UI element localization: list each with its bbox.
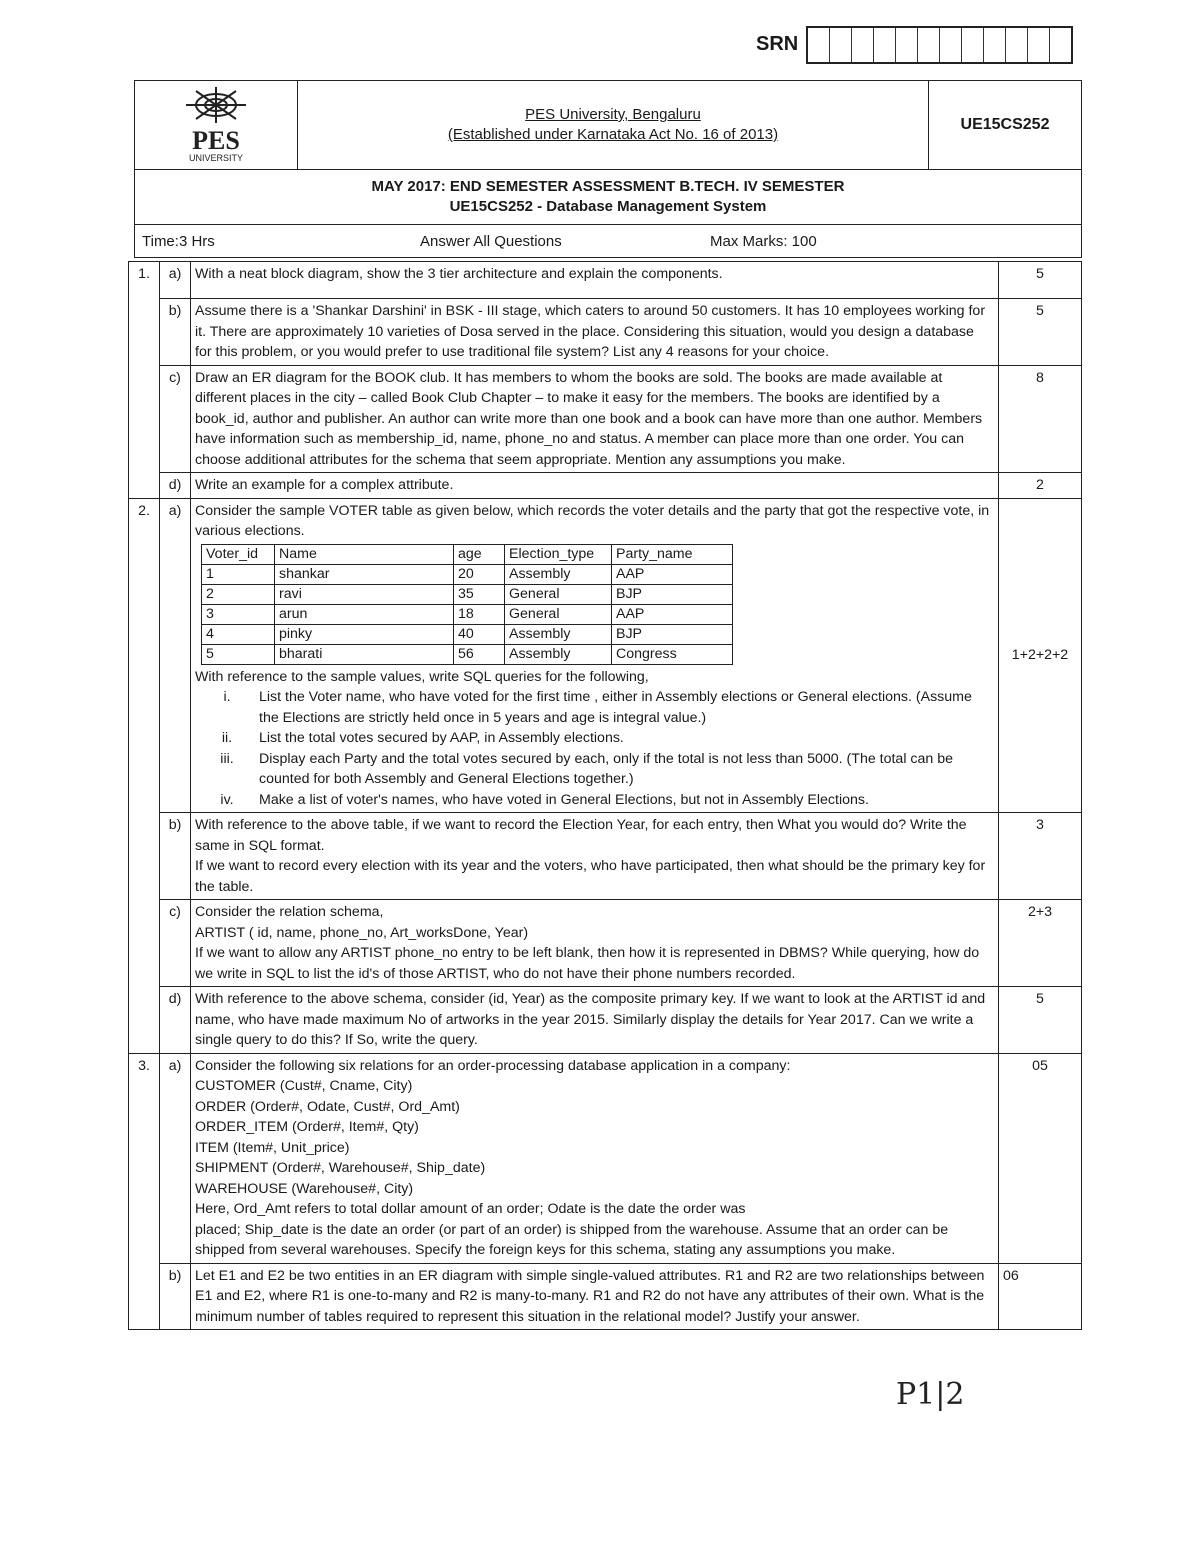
course-code: UE15CS252	[929, 81, 1082, 170]
marks: 5	[999, 987, 1082, 1054]
srn-box	[918, 28, 940, 62]
question-text	[191, 498, 999, 813]
university-info	[298, 81, 929, 170]
cell: Congress	[612, 644, 733, 664]
srn-box	[852, 28, 874, 62]
max-marks: Max Marks: 100	[710, 232, 817, 250]
cell: 40	[454, 624, 505, 644]
question-text-line: Consider the relation schema,	[195, 904, 384, 920]
exam-time: Time:3 Hrs	[142, 232, 215, 250]
question-text-line: ARTIST ( id, name, phone_no, Art_worksDone, Year)	[195, 924, 529, 941]
sub-question-number: iv.	[220, 791, 234, 808]
part-label: d)	[160, 987, 191, 1054]
marks: 3	[999, 813, 1082, 900]
srn-box	[940, 28, 962, 62]
part-label: c)	[160, 365, 191, 473]
logo-text: PES	[192, 125, 240, 155]
cell: bharati	[275, 644, 454, 664]
question-row	[129, 365, 1082, 473]
cell: 1	[202, 564, 275, 584]
question-row	[129, 987, 1082, 1054]
cell: pinky	[275, 624, 454, 644]
cell: General	[505, 604, 612, 624]
question-number: 3.	[129, 1053, 160, 1330]
questions-table	[128, 261, 1082, 1330]
voter-table-header	[202, 544, 733, 564]
srn-box	[1050, 28, 1071, 62]
srn-box	[1028, 28, 1050, 62]
university-name: PES University, Bengaluru	[525, 106, 701, 123]
cell: shankar	[275, 564, 454, 584]
sub-question-number: iii.	[220, 750, 234, 767]
part-label: a)	[160, 1053, 191, 1263]
question-text: Draw an ER diagram for the BOOK club. It has members to whom the books are sold. The books are made available at different places in the city – called Book Club Chapter – to make it easy for the members. The books are identified by a book_id, author and publisher. An author can write more than one book and a book can have more than one author. Members have information such as membership_id, name, phone_no and status. A member can place more than one order. You can choose additional attributes for the schema that seem appropriate. Mention any assumptions you make.	[191, 365, 999, 473]
question-text: Let E1 and E2 be two entities in an ER diagram with simple single-valued attributes. R1 and R2 are two relationships between E1 and E2, where R1 is one-to-many and R2 is many-to-many. R1 and R2 do not have any attributes of their own. What is the minimum number of tables required to represent this situation in the relational model? Justify your answer.	[191, 1263, 999, 1330]
cell: BJP	[612, 584, 733, 604]
srn-box	[896, 28, 918, 62]
question-text-line: If we want to record every election with its year and the voters, who have participated, then what should be the primary key for the table.	[195, 858, 986, 895]
question-row	[129, 900, 1082, 987]
question-text: Assume there is a 'Shankar Darshini' in BSK - III stage, which caters to around 50 customers. It has 10 employees working for it. There are approximately 10 varieties of Dosa served in the place. Considering this situation, would you design a database for this problem, or you would prefer to use traditional file system? List any 4 reasons for your choice.	[191, 299, 999, 366]
question-number: 2.	[129, 498, 160, 1053]
sub-question-text: Display each Party and the total votes secured by each, only if the total is not less than 5000. (The total can be counted for both Assembly and General Elections together.)	[259, 750, 954, 787]
question-row	[129, 1263, 1082, 1330]
cell: 56	[454, 644, 505, 664]
logo-subtext: UNIVERSITY	[188, 152, 244, 163]
question-row	[129, 813, 1082, 900]
part-label: d)	[160, 473, 191, 499]
relation-schema: ORDER_ITEM (Order#, Item#, Qty)	[195, 1119, 419, 1135]
srn-boxes	[806, 26, 1073, 64]
marks: 2+3	[999, 900, 1082, 987]
exam-meta	[135, 225, 1082, 258]
question-text-line: Here, Ord_Amt refers to total dollar amount of an order; Odate is the date the order was	[195, 1201, 746, 1217]
marks: 05	[999, 1053, 1082, 1263]
srn-box	[962, 28, 984, 62]
question-row	[129, 1053, 1082, 1263]
question-text: With reference to the above schema, consider (id, Year) as the composite primary key. If we want to look at the ARTIST id and name, who have made maximum No of artworks in the year 2015. Similarly display the details for Year 2017. Can we write a single query to do this? If So, write the query.	[191, 987, 999, 1054]
cell: AAP	[612, 604, 733, 624]
marks: 5	[999, 262, 1082, 299]
sub-question-text: List the Voter name, who have voted for the first time , either in Assembly elections or General elections. (Assume the Elections are strictly held once in 5 years and age is integral value.)	[259, 689, 972, 726]
part-label: b)	[160, 299, 191, 366]
header-cell: Party_name	[612, 544, 733, 564]
question-number: 1.	[129, 262, 160, 499]
established-note: (Established under Karnataka Act No. 16 of 2013)	[447, 126, 779, 143]
srn-box	[984, 28, 1006, 62]
question-text	[191, 900, 999, 987]
marks: 1+2+2+2	[999, 498, 1082, 813]
cell: 18	[454, 604, 505, 624]
cell: 35	[454, 584, 505, 604]
marks: 2	[999, 473, 1082, 499]
question-text-line: With reference to the above table, if we want to record the Election Year, for each entry, then What you would do? Write the same in SQL format.	[195, 817, 967, 854]
part-label: b)	[160, 1263, 191, 1330]
voter-table-row	[202, 564, 733, 584]
question-text	[191, 813, 999, 900]
sub-question	[195, 728, 994, 749]
sub-question-text: Make a list of voter's names, who have voted in General Elections, but not in Assembly Elections.	[259, 791, 869, 808]
cell: 4	[202, 624, 275, 644]
cell: 3	[202, 604, 275, 624]
srn-box	[830, 28, 852, 62]
relation-schema: SHIPMENT (Order#, Warehouse#, Ship_date)	[195, 1160, 486, 1176]
relation-schema: ORDER (Order#, Odate, Cust#, Ord_Amt)	[195, 1098, 460, 1115]
header-cell: Name	[275, 544, 454, 564]
voter-table-row	[202, 584, 733, 604]
exam-title: MAY 2017: END SEMESTER ASSESSMENT B.TECH. IV SEMESTER	[371, 178, 845, 195]
sub-question	[195, 687, 994, 728]
relation-schema: CUSTOMER (Cust#, Cname, City)	[195, 1078, 413, 1094]
pes-logo-icon	[166, 83, 266, 163]
cell: General	[505, 584, 612, 604]
exam-title-block	[135, 170, 1082, 225]
question-intro: Consider the sample VOTER table as given below, which records the voter details and the party that got the respective vote, in various elections.	[195, 502, 990, 539]
question-text: With a neat block diagram, show the 3 tier architecture and explain the components.	[191, 262, 999, 299]
header-cell: Election_type	[505, 544, 612, 564]
srn-box	[1006, 28, 1028, 62]
header-cell: Voter_id	[202, 544, 275, 564]
part-label: b)	[160, 813, 191, 900]
srn-label: SRN	[756, 33, 799, 55]
question-text-line: Consider the following six relations for an order-processing database application in a company:	[195, 1057, 791, 1074]
part-label: a)	[160, 262, 191, 299]
part-label: c)	[160, 900, 191, 987]
cell: 5	[202, 644, 275, 664]
question-text: Write an example for a complex attribute.	[191, 473, 999, 499]
cell: ravi	[275, 584, 454, 604]
sub-question-number: ii.	[221, 730, 233, 746]
cell: Assembly	[505, 624, 612, 644]
sub-question	[195, 790, 994, 811]
cell: Assembly	[505, 564, 612, 584]
part-label: a)	[160, 498, 191, 813]
question-row	[129, 498, 1082, 813]
relation-schema: WAREHOUSE (Warehouse#, City)	[195, 1180, 414, 1197]
question-row	[129, 262, 1082, 299]
question-text-line: placed; Ship_date is the date an order (or part of an order) is shipped from the warehouse. Assume that an order can be shipped from several warehouses. Specify the foreign keys for this schema, stating any assumptions you make.	[195, 1221, 949, 1258]
question-row	[129, 299, 1082, 366]
voter-table-row	[202, 644, 733, 664]
exam-instruction: Answer All Questions	[420, 232, 562, 250]
cell: 2	[202, 584, 275, 604]
relation-schema: ITEM (Item#, Unit_price)	[195, 1139, 350, 1156]
cell: AAP	[612, 564, 733, 584]
university-logo	[135, 81, 298, 170]
question-text-line: If we want to allow any ARTIST phone_no entry to be left blank, then how it is represented in DBMS? While querying, how do we write in SQL to list the id's of those ARTIST, who do not have their phone numbers recorded.	[195, 945, 980, 982]
marks: 06	[999, 1263, 1082, 1330]
voter-table-row	[202, 604, 733, 624]
cell: 20	[454, 564, 505, 584]
question-row	[129, 473, 1082, 499]
question-lead: With reference to the sample values, write SQL queries for the following,	[195, 668, 649, 685]
marks: 5	[999, 299, 1082, 366]
page-number: P1|2	[896, 1377, 965, 1412]
voter-table	[201, 544, 733, 665]
marks: 8	[999, 365, 1082, 473]
exam-header	[134, 80, 1082, 258]
sub-question	[195, 749, 994, 790]
cell: Assembly	[505, 644, 612, 664]
srn-box	[874, 28, 896, 62]
voter-table-row	[202, 624, 733, 644]
cell: arun	[275, 604, 454, 624]
cell: BJP	[612, 624, 733, 644]
sub-question-number: i.	[223, 689, 231, 705]
course-title: UE15CS252 - Database Management System	[449, 198, 767, 215]
sub-question-text: List the total votes secured by AAP, in Assembly elections.	[259, 730, 624, 746]
question-text	[191, 1053, 999, 1263]
srn-box	[808, 28, 830, 62]
header-cell: age	[454, 544, 505, 564]
